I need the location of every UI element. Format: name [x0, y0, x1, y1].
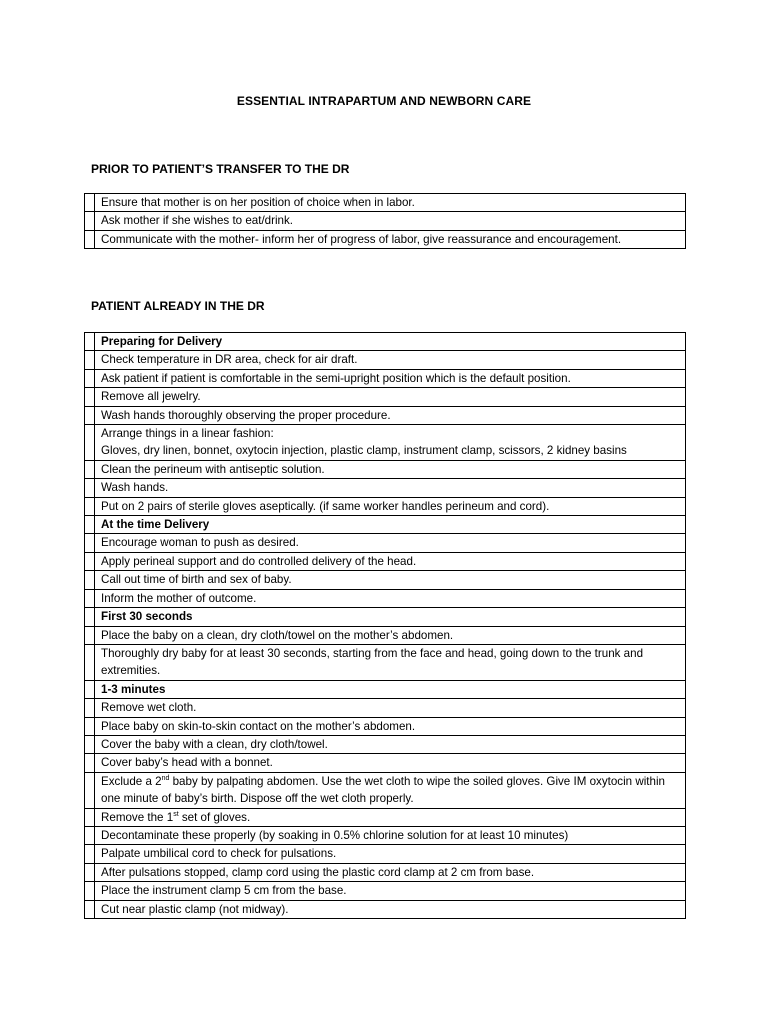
table-row: [85, 626, 686, 644]
table-row: [85, 460, 686, 478]
checkbox-cell[interactable]: [85, 680, 95, 698]
checkbox-cell[interactable]: [85, 497, 95, 515]
step-text-cell: [95, 608, 686, 626]
step-text-cell: [95, 863, 686, 881]
checkbox-cell[interactable]: [85, 589, 95, 607]
step-text: Cut near plastic clamp (not midway).: [101, 902, 289, 916]
checkbox-cell[interactable]: [85, 425, 95, 461]
step-text: Thoroughly dry baby for at least 30 seconds, starting from the face and head, going down to the trunk and extremities.: [101, 646, 644, 678]
step-text: set of gloves.: [178, 810, 251, 824]
checkbox-cell[interactable]: [85, 608, 95, 626]
step-text-cell: [95, 388, 686, 406]
table-row: [85, 479, 686, 497]
table-row: [85, 230, 686, 248]
checkbox-cell[interactable]: [85, 717, 95, 735]
checkbox-cell[interactable]: [85, 369, 95, 387]
table-row: [85, 369, 686, 387]
step-text-cell: [95, 516, 686, 534]
step-text: Ensure that mother is on her position of choice when in labor.: [101, 196, 415, 209]
checkbox-cell[interactable]: [85, 406, 95, 424]
checkbox-cell[interactable]: [85, 863, 95, 881]
table-row: [85, 571, 686, 589]
step-text: Put on 2 pairs of sterile gloves aseptically. (if same worker handles perineum and cord).: [101, 499, 550, 513]
step-text: baby by palpating abdomen. Use the wet cloth to wipe the soiled gloves. Give IM oxytocin within one minute of baby’s birth. Dispose off the wet cloth properly.: [101, 774, 665, 806]
step-text: Place baby on skin-to-skin contact on the mother’s abdomen.: [101, 719, 416, 733]
step-text-cell: [95, 845, 686, 863]
checkbox-cell[interactable]: [85, 571, 95, 589]
step-text-cell: [95, 589, 686, 607]
step-text-cell: [95, 644, 686, 680]
table-row: [85, 699, 686, 717]
table-row: [85, 497, 686, 515]
table-row: [85, 351, 686, 369]
checkbox-cell[interactable]: [85, 644, 95, 680]
table-row: [85, 808, 686, 826]
table-row: [85, 194, 686, 212]
step-subheading: Preparing for Delivery: [101, 335, 223, 348]
table-row: [85, 845, 686, 863]
checkbox-cell[interactable]: [85, 479, 95, 497]
table-row: [85, 425, 686, 461]
step-text-cell: [95, 808, 686, 826]
step-text-cell: [95, 534, 686, 552]
checkbox-cell[interactable]: [85, 460, 95, 478]
table-row: [85, 863, 686, 881]
table-row: [85, 644, 686, 680]
step-text-cell: [95, 460, 686, 478]
checkbox-cell[interactable]: [85, 534, 95, 552]
step-text-cell: [95, 772, 686, 808]
checkbox-cell[interactable]: [85, 552, 95, 570]
checkbox-cell[interactable]: [85, 333, 95, 351]
checklist-table-prior-transfer: [84, 193, 686, 249]
step-text: Remove wet cloth.: [101, 701, 197, 715]
table-row: [85, 826, 686, 844]
step-subheading: At the time Delivery: [101, 518, 210, 532]
table-row: [85, 406, 686, 424]
step-text: Cover the baby with a clean, dry cloth/towel.: [101, 737, 328, 751]
ordinal-suffix: nd: [161, 774, 170, 782]
step-text: Remove all jewelry.: [101, 390, 201, 404]
checkbox-cell[interactable]: [85, 212, 95, 230]
step-text-cell: [95, 699, 686, 717]
step-text-cell: [95, 369, 686, 387]
table-row: [85, 534, 686, 552]
step-text-cell: [95, 425, 686, 461]
step-text: Call out time of birth and sex of baby.: [101, 573, 292, 587]
checkbox-cell[interactable]: [85, 230, 95, 248]
checkbox-cell[interactable]: [85, 351, 95, 369]
table-row: [85, 589, 686, 607]
step-text-cell: [95, 680, 686, 698]
step-text: Wash hands thoroughly observing the proper procedure.: [101, 408, 391, 422]
step-text: Check temperature in DR area, check for air draft.: [101, 353, 358, 367]
step-text: Encourage woman to push as desired.: [101, 536, 299, 550]
step-text-cell: [95, 900, 686, 918]
step-subheading: 1-3 minutes: [101, 682, 166, 696]
table-row-subheading: [85, 680, 686, 698]
table-row-subheading: [85, 608, 686, 626]
section-heading-already-in-dr: PATIENT ALREADY IN THE DR: [91, 299, 265, 313]
step-text-cell: [95, 826, 686, 844]
step-text: Wash hands.: [101, 481, 169, 495]
step-text-cell: [95, 571, 686, 589]
step-text: Place the instrument clamp 5 cm from the base.: [101, 884, 347, 898]
table-row-subheading: [85, 333, 686, 351]
step-text-cell: [95, 626, 686, 644]
checkbox-cell[interactable]: [85, 735, 95, 753]
step-text: Inform the mother of outcome.: [101, 591, 257, 605]
step-text: Ask patient if patient is comfortable in the semi-upright position which is the default position.: [101, 371, 571, 385]
step-text-cell: [95, 754, 686, 772]
step-text-cell: [95, 479, 686, 497]
section-heading-prior-transfer: PRIOR TO PATIENT’S TRANSFER TO THE DR: [91, 162, 350, 176]
step-text: Place the baby on a clean, dry cloth/towel on the mother’s abdomen.: [101, 628, 454, 642]
checkbox-cell[interactable]: [85, 754, 95, 772]
step-text: Remove the 1: [101, 810, 174, 824]
step-text-cell: [95, 497, 686, 515]
step-text-cell: [95, 333, 686, 351]
checkbox-cell[interactable]: [85, 882, 95, 900]
checkbox-cell[interactable]: [85, 900, 95, 918]
step-text: Decontaminate these properly (by soaking in 0.5% chlorine solution for at least 10 minutes): [101, 828, 569, 842]
step-text-cell: [95, 552, 686, 570]
table-row: [85, 754, 686, 772]
step-text: Cover baby’s head with a bonnet.: [101, 756, 273, 770]
checkbox-cell[interactable]: [85, 626, 95, 644]
step-text-cell: [95, 351, 686, 369]
step-text: After pulsations stopped, clamp cord using the plastic cord clamp at 2 cm from base.: [101, 865, 535, 879]
step-text-cell: [95, 406, 686, 424]
step-text-cell: [95, 194, 686, 212]
table-row: [85, 735, 686, 753]
checkbox-cell[interactable]: [85, 699, 95, 717]
table-row: [85, 882, 686, 900]
table-row: [85, 552, 686, 570]
checkbox-cell[interactable]: [85, 388, 95, 406]
checklist-table-already-in-dr: [84, 332, 686, 919]
step-text-cell: [95, 882, 686, 900]
step-text: Apply perineal support and do controlled delivery of the head.: [101, 554, 417, 568]
checkbox-cell[interactable]: [85, 516, 95, 534]
table-row: [85, 212, 686, 230]
step-text: Arrange things in a linear fashion: Gloves, dry linen, bonnet, oxytocin injection, plastic clamp, instrument clamp, scissors, 2 kidney basins: [101, 427, 627, 458]
step-text-cell: [95, 717, 686, 735]
step-text-cell: [95, 735, 686, 753]
step-subheading: First 30 seconds: [101, 610, 193, 624]
step-text: Ask mother if she wishes to eat/drink.: [101, 214, 294, 228]
table-row: [85, 717, 686, 735]
step-text: Exclude a 2: [101, 774, 162, 788]
checkbox-cell[interactable]: [85, 826, 95, 844]
table-row-subheading: [85, 516, 686, 534]
ordinal-suffix: st: [173, 810, 179, 818]
table-row: [85, 772, 686, 808]
checkbox-cell[interactable]: [85, 772, 95, 808]
checkbox-cell[interactable]: [85, 808, 95, 826]
step-text-cell: [95, 212, 686, 230]
step-text: Palpate umbilical cord to check for pulsations.: [101, 847, 337, 861]
step-text: Communicate with the mother- inform her of progress of labor, give reassurance and encouragement.: [101, 232, 622, 246]
table-row: [85, 388, 686, 406]
table-row: [85, 900, 686, 918]
document-title: ESSENTIAL INTRAPARTUM AND NEWBORN CARE: [236, 94, 532, 108]
step-text-cell: [95, 230, 686, 248]
checkbox-cell[interactable]: [85, 194, 95, 212]
step-text: Clean the perineum with antiseptic solution.: [101, 462, 325, 476]
checkbox-cell[interactable]: [85, 845, 95, 863]
